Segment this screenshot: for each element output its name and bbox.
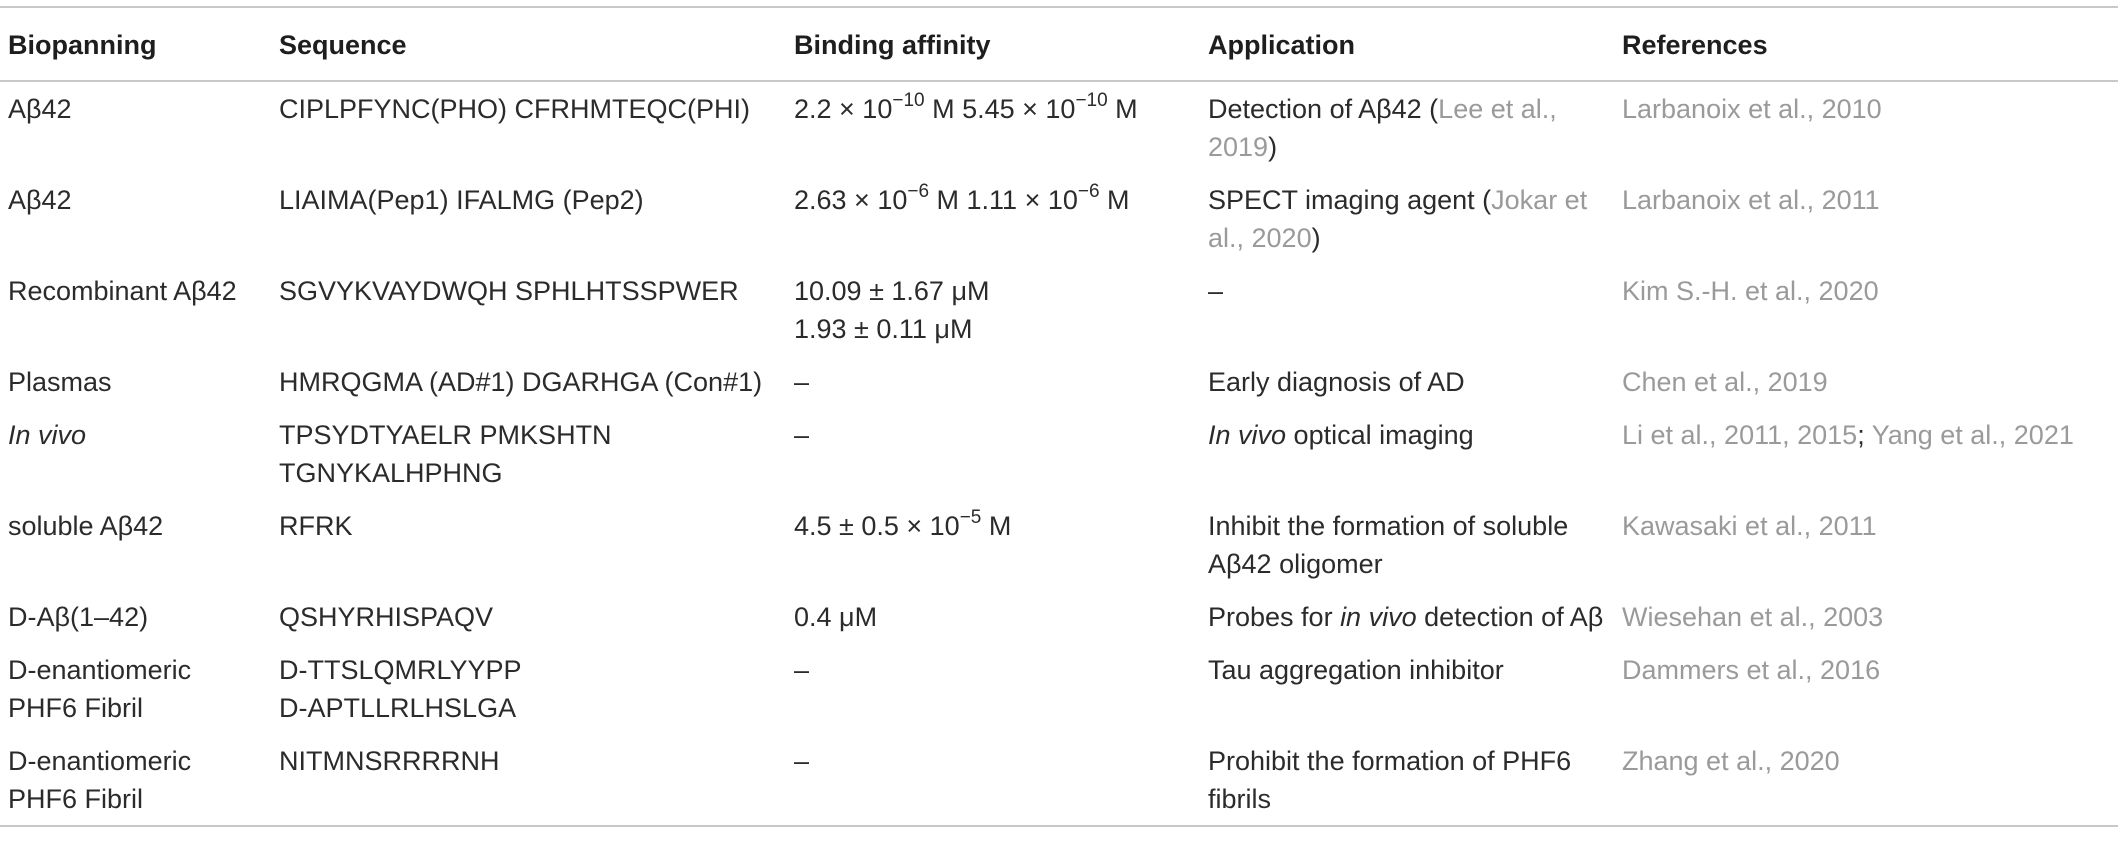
table-row: [0, 81, 2118, 173]
table-row: [0, 355, 2118, 408]
cell-sequence: LIAIMA(Pep1) IFALMG (Pep2): [279, 185, 644, 215]
cell-references[interactable]: Wiesehan et al., 2003: [1622, 602, 1884, 632]
cell-binding-affinity: –: [794, 367, 810, 397]
cell-biopanning: Plasmas: [8, 367, 112, 397]
cell-biopanning: Aβ42: [8, 94, 72, 124]
table-row: [0, 499, 2118, 590]
header-references: References: [1622, 30, 1768, 60]
cell-binding-affinity: $2.2 \times 10^{-10}$ M $5.45 \times 10^{-10}$ M: [794, 90, 1138, 124]
cell-references[interactable]: Larbanoix et al., 2010: [1622, 94, 1882, 124]
cell-biopanning: soluble Aβ42: [8, 511, 164, 541]
cell-binding-affinity: 10.09 ± 1.67 μM 1.93 ± 0.11 μM: [794, 276, 990, 344]
cell-binding-affinity: –: [794, 746, 810, 776]
cell-sequence: TPSYDTYAELR PMKSHTN TGNYKALHPHNG: [279, 420, 612, 488]
cell-application: Prohibit the formation of PHF6 fibrils: [1208, 746, 1572, 814]
cell-biopanning: D-enantiomeric PHF6 Fibril: [8, 655, 192, 723]
header-sequence: Sequence: [279, 30, 407, 60]
cell-sequence: QSHYRHISPAQV: [279, 602, 494, 632]
cell-references[interactable]: Zhang et al., 2020: [1622, 746, 1840, 776]
cell-binding-affinity: –: [794, 655, 810, 685]
cell-biopanning: Aβ42: [8, 185, 72, 215]
cell-biopanning: D-enantiomeric PHF6 Fibril: [8, 746, 192, 814]
cell-references[interactable]: Chen et al., 2019: [1622, 367, 1828, 397]
header-biopanning: Biopanning: [8, 30, 157, 60]
table-row: [0, 408, 2118, 499]
peptide-biopanning-table: [0, 6, 2118, 827]
cell-binding-affinity: $4.5 \pm 0.5 \times 10^{-5}$ M: [794, 507, 1012, 541]
table-row: [0, 173, 2118, 264]
data-table-container: [0, 6, 2118, 827]
table-header-row: [0, 7, 2118, 81]
cell-biopanning: D-Aβ(1–42): [8, 602, 149, 632]
header-application: Application: [1208, 30, 1355, 60]
cell-sequence: RFRK: [279, 511, 353, 541]
citation-link[interactable]: Jokar et al., 2020: [1208, 185, 1588, 253]
cell-application: Detection of Aβ42 (Lee et al., 2019): [1208, 94, 1557, 162]
cell-sequence: CIPLPFYNC(PHO) CFRHMTEQC(PHI): [279, 94, 750, 124]
cell-application: Tau aggregation inhibitor: [1208, 655, 1504, 685]
cell-references[interactable]: Dammers et al., 2016: [1622, 655, 1881, 685]
cell-application: Probes for in vivo detection of Aβ: [1208, 602, 1604, 632]
cell-biopanning: In vivo: [8, 420, 87, 450]
cell-binding-affinity: –: [794, 420, 810, 450]
cell-application: Inhibit the formation of soluble Aβ42 oligomer: [1208, 511, 1569, 579]
cell-application: In vivo optical imaging: [1208, 420, 1474, 450]
citation-link[interactable]: Lee et al., 2019: [1208, 94, 1557, 162]
cell-sequence: HMRQGMA (AD#1) DGARHGA (Con#1): [279, 367, 763, 397]
cell-binding-affinity: 0.4 μM: [794, 602, 878, 632]
table-row: [0, 643, 2118, 734]
citation-link[interactable]: Yang et al., 2021: [1871, 420, 2074, 450]
citation-link[interactable]: Li et al., 2011, 2015: [1622, 420, 1858, 450]
table-row: [0, 264, 2118, 355]
cell-sequence: NITMNSRRRRNH: [279, 746, 500, 776]
cell-application: SPECT imaging agent (Jokar et al., 2020): [1208, 185, 1588, 253]
cell-references[interactable]: Kim S.-H. et al., 2020: [1622, 276, 1879, 306]
cell-application: Early diagnosis of AD: [1208, 367, 1465, 397]
cell-references[interactable]: Larbanoix et al., 2011: [1622, 185, 1880, 215]
cell-binding-affinity: $2.63 \times 10^{-6}$ M $1.11 \times 10^{-6}$ M: [794, 181, 1130, 215]
header-binding-affinity: Binding affinity: [794, 30, 991, 60]
cell-sequence: SGVYKVAYDWQH SPHLHTSSPWER: [279, 276, 739, 306]
cell-references[interactable]: Kawasaki et al., 2011: [1622, 511, 1877, 541]
table-row: [0, 734, 2118, 826]
table-row: [0, 590, 2118, 643]
cell-application: –: [1208, 276, 1224, 306]
cell-sequence: D-TTSLQMRLYYPP D-APTLLRLHSLGA: [279, 655, 522, 723]
cell-references: Li et al., 2011, 2015; Yang et al., 2021: [1622, 420, 2074, 450]
cell-biopanning: Recombinant Aβ42: [8, 276, 237, 306]
